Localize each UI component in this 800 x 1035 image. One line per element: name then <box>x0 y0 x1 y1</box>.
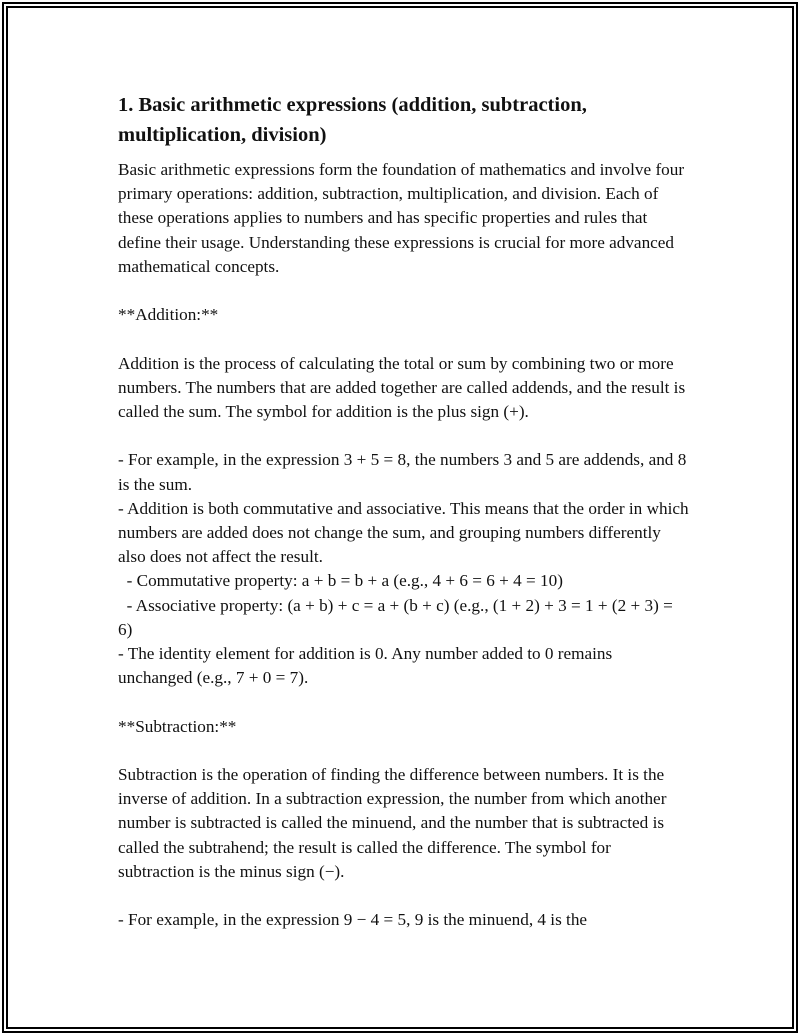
intro-paragraph: Basic arithmetic expressions form the foundation of mathematics and involve four primary operations: addition, subtraction, multiplication, and division. Each of these operations applies to numbers and has specific properties and rules that define their usage. Understanding these expressions is crucial for more advanced mathematical concepts. <box>118 160 689 276</box>
paragraph-gap <box>118 884 690 908</box>
addition-title: **Addition:** <box>118 305 219 325</box>
paragraph-gap <box>118 739 690 763</box>
addition-points: - For example, in the expression 3 + 5 = 8, the numbers 3 and 5 are addends, and 8 is the sum. - Addition is both commutative and associative. This means that the order in which numbers are added does not change the sum, and grouping numbers differently also does not affect the result. - Commutative property: a + b = b + a (e.g., 4 + 6 = 6 + 4 = 10) - Associative property: (a + b) + c = a + (b + c) (e.g., (1 + 2) + 3 = 1 + (2 + 3) = 6) - The identity element for addition is 0. Any number added to 0 remains unchanged (e.g., 7 + 0 = 7). <box>118 450 689 688</box>
paragraph-gap <box>118 327 690 351</box>
section-heading: 1. Basic arithmetic expressions (addition, subtraction, multiplication, division) <box>118 94 587 146</box>
subtraction-example: - For example, in the expression 9 − 4 = 5, 9 is the minuend, 4 is the <box>118 910 588 930</box>
paragraph-gap <box>118 424 690 448</box>
subtraction-definition: Subtraction is the operation of finding the difference between numbers. It is the inverse of addition. In a subtraction expression, the number from which another number is subtracted is called the minuend, and the number that is subtracted is called the subtrahend; the result is called the difference. The symbol for subtraction is the minus sign (−). <box>118 765 671 881</box>
addition-definition: Addition is the process of calculating the total or sum by combining two or more numbers. The numbers that are added together are called addends, and the result is called the sum. The symbol for addition is the plus sign (+). <box>118 353 690 421</box>
paragraph-gap <box>118 279 690 303</box>
document-body <box>118 90 690 932</box>
subtraction-title: **Subtraction:** <box>118 716 237 736</box>
paragraph-gap <box>118 690 690 714</box>
